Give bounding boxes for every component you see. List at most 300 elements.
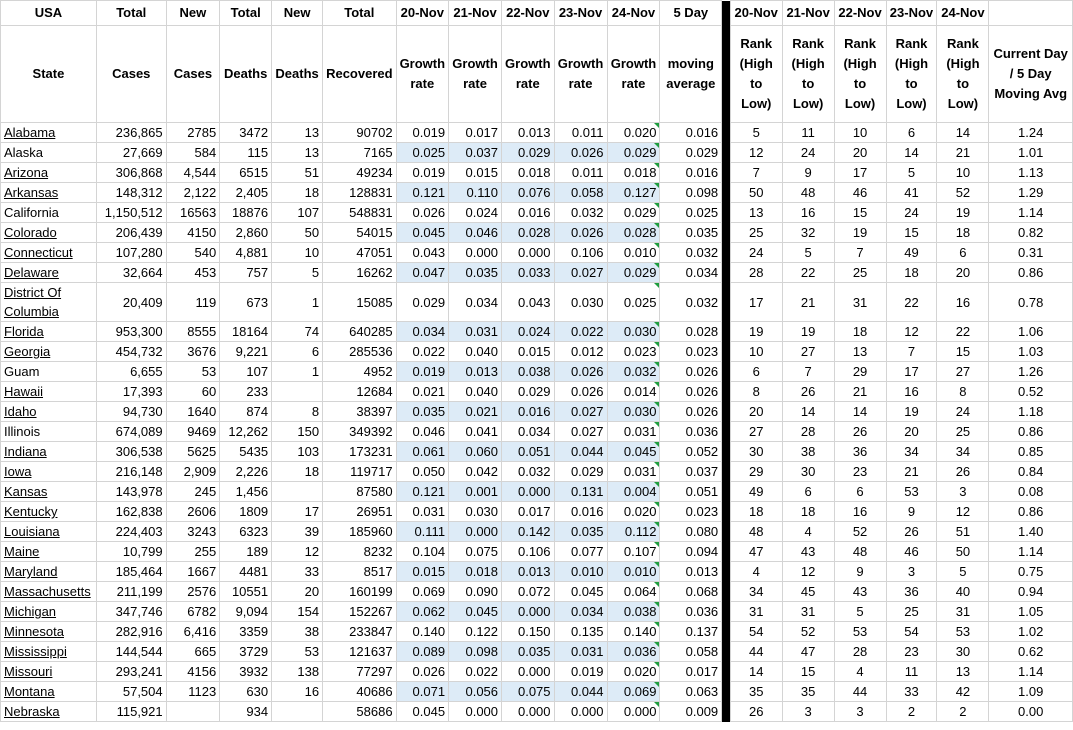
data-cell[interactable]: 9 bbox=[782, 163, 834, 183]
data-cell[interactable]: 0.020 bbox=[607, 662, 660, 682]
data-cell[interactable]: 8 bbox=[937, 382, 989, 402]
data-cell[interactable]: 0.025 bbox=[660, 203, 722, 223]
data-cell[interactable]: 51 bbox=[272, 163, 323, 183]
data-cell[interactable]: 211,199 bbox=[96, 582, 166, 602]
data-cell[interactable]: 143,978 bbox=[96, 482, 166, 502]
data-cell[interactable]: 58686 bbox=[323, 702, 396, 722]
data-cell[interactable]: 12 bbox=[886, 322, 937, 342]
data-cell[interactable]: 0.034 bbox=[502, 422, 555, 442]
data-cell[interactable]: 4,544 bbox=[166, 163, 220, 183]
data-cell[interactable]: 0.062 bbox=[396, 602, 449, 622]
header-cell[interactable]: 23-Nov bbox=[886, 1, 937, 26]
data-cell[interactable]: 31 bbox=[937, 602, 989, 622]
data-cell[interactable]: 150 bbox=[272, 422, 323, 442]
state-name-cell[interactable]: Georgia bbox=[1, 342, 97, 362]
data-cell[interactable]: 52 bbox=[937, 183, 989, 203]
data-cell[interactable]: 293,241 bbox=[96, 662, 166, 682]
data-cell[interactable]: 0.046 bbox=[449, 223, 502, 243]
data-cell[interactable]: 0.024 bbox=[502, 322, 555, 342]
data-cell[interactable]: 5 bbox=[834, 602, 886, 622]
data-cell[interactable]: 31 bbox=[782, 602, 834, 622]
data-cell[interactable]: 3676 bbox=[166, 342, 220, 362]
data-cell[interactable]: 1.40 bbox=[989, 522, 1073, 542]
data-cell[interactable]: 0.001 bbox=[449, 482, 502, 502]
data-cell[interactable]: 4,881 bbox=[220, 243, 272, 263]
data-cell[interactable]: 0.026 bbox=[660, 402, 722, 422]
data-cell[interactable]: 107,280 bbox=[96, 243, 166, 263]
data-cell[interactable]: 0.111 bbox=[396, 522, 449, 542]
data-cell[interactable]: 6 bbox=[272, 342, 323, 362]
data-cell[interactable]: 0.035 bbox=[449, 263, 502, 283]
header-cell[interactable]: Total bbox=[96, 1, 166, 26]
data-cell[interactable]: 4150 bbox=[166, 223, 220, 243]
data-cell[interactable]: 0.013 bbox=[449, 362, 502, 382]
data-cell[interactable]: 148,312 bbox=[96, 183, 166, 203]
data-cell[interactable]: 115,921 bbox=[96, 702, 166, 722]
data-cell[interactable] bbox=[166, 702, 220, 722]
data-cell[interactable]: 0.140 bbox=[396, 622, 449, 642]
data-cell[interactable]: 30 bbox=[937, 642, 989, 662]
state-name-cell[interactable]: Montana bbox=[1, 682, 97, 702]
data-cell[interactable]: 24 bbox=[730, 243, 782, 263]
data-cell[interactable]: 1.01 bbox=[989, 143, 1073, 163]
data-cell[interactable]: 53 bbox=[272, 642, 323, 662]
data-cell[interactable]: 0.058 bbox=[660, 642, 722, 662]
data-cell[interactable]: 48 bbox=[730, 522, 782, 542]
header-cell[interactable]: Rank (High to Low) bbox=[834, 26, 886, 123]
data-cell[interactable]: 0.112 bbox=[607, 522, 660, 542]
data-cell[interactable]: 10,799 bbox=[96, 542, 166, 562]
data-cell[interactable]: 453 bbox=[166, 263, 220, 283]
data-cell[interactable]: 44 bbox=[834, 682, 886, 702]
data-cell[interactable]: 42 bbox=[937, 682, 989, 702]
data-cell[interactable]: 0.52 bbox=[989, 382, 1073, 402]
data-cell[interactable]: 0.019 bbox=[396, 362, 449, 382]
header-cell[interactable]: 20-Nov bbox=[730, 1, 782, 26]
data-cell[interactable]: 7 bbox=[782, 362, 834, 382]
data-cell[interactable]: 1.02 bbox=[989, 622, 1073, 642]
data-cell[interactable]: 12 bbox=[782, 562, 834, 582]
data-cell[interactable]: 90702 bbox=[323, 123, 396, 143]
data-cell[interactable]: 0.86 bbox=[989, 263, 1073, 283]
data-cell[interactable]: 0.036 bbox=[607, 642, 660, 662]
data-cell[interactable]: 18 bbox=[834, 322, 886, 342]
data-cell[interactable]: 0.016 bbox=[660, 163, 722, 183]
data-cell[interactable]: 1123 bbox=[166, 682, 220, 702]
data-cell[interactable]: 0.040 bbox=[449, 382, 502, 402]
data-cell[interactable]: 0.000 bbox=[449, 243, 502, 263]
data-cell[interactable]: 28 bbox=[834, 642, 886, 662]
data-cell[interactable]: 25 bbox=[834, 263, 886, 283]
data-cell[interactable]: 0.034 bbox=[660, 263, 722, 283]
data-cell[interactable]: 0.000 bbox=[502, 602, 555, 622]
data-cell[interactable]: 12 bbox=[272, 542, 323, 562]
data-cell[interactable]: 0.025 bbox=[607, 283, 660, 322]
data-cell[interactable]: 15085 bbox=[323, 283, 396, 322]
data-cell[interactable]: 154 bbox=[272, 602, 323, 622]
data-cell[interactable]: 57,504 bbox=[96, 682, 166, 702]
data-cell[interactable]: 0.029 bbox=[396, 283, 449, 322]
column-divider[interactable] bbox=[722, 26, 731, 123]
data-cell[interactable]: 1.18 bbox=[989, 402, 1073, 422]
data-cell[interactable]: 0.122 bbox=[449, 622, 502, 642]
data-cell[interactable]: 8517 bbox=[323, 562, 396, 582]
data-cell[interactable]: 26 bbox=[886, 522, 937, 542]
state-name-cell[interactable]: Maine bbox=[1, 542, 97, 562]
data-cell[interactable]: 52 bbox=[782, 622, 834, 642]
data-cell[interactable]: 0.131 bbox=[554, 482, 607, 502]
data-cell[interactable]: 77297 bbox=[323, 662, 396, 682]
header-cell[interactable]: 21-Nov bbox=[782, 1, 834, 26]
data-cell[interactable]: 0.127 bbox=[607, 183, 660, 203]
data-cell[interactable]: 50 bbox=[937, 542, 989, 562]
data-cell[interactable]: 1667 bbox=[166, 562, 220, 582]
data-cell[interactable]: 14 bbox=[782, 402, 834, 422]
data-cell[interactable]: 7 bbox=[834, 243, 886, 263]
data-cell[interactable]: 216,148 bbox=[96, 462, 166, 482]
data-cell[interactable]: 119 bbox=[166, 283, 220, 322]
data-cell[interactable]: 49 bbox=[886, 243, 937, 263]
data-cell[interactable]: 4 bbox=[782, 522, 834, 542]
data-cell[interactable]: 26 bbox=[937, 462, 989, 482]
data-cell[interactable]: 11 bbox=[782, 123, 834, 143]
data-cell[interactable]: 3 bbox=[782, 702, 834, 722]
data-cell[interactable]: 31 bbox=[834, 283, 886, 322]
data-cell[interactable]: 5435 bbox=[220, 442, 272, 462]
data-cell[interactable]: 48 bbox=[834, 542, 886, 562]
data-cell[interactable]: 0.029 bbox=[607, 203, 660, 223]
data-cell[interactable]: 34 bbox=[730, 582, 782, 602]
header-cell[interactable]: 21-Nov bbox=[449, 1, 502, 26]
data-cell[interactable]: 0.098 bbox=[660, 183, 722, 203]
data-cell[interactable]: 0.028 bbox=[660, 322, 722, 342]
data-cell[interactable]: 185,464 bbox=[96, 562, 166, 582]
data-cell[interactable]: 0.043 bbox=[396, 243, 449, 263]
data-cell[interactable]: 9 bbox=[834, 562, 886, 582]
data-cell[interactable]: 0.035 bbox=[660, 223, 722, 243]
data-cell[interactable]: 19 bbox=[937, 203, 989, 223]
data-cell[interactable]: 19 bbox=[834, 223, 886, 243]
data-cell[interactable]: 0.043 bbox=[502, 283, 555, 322]
data-cell[interactable]: 3359 bbox=[220, 622, 272, 642]
data-cell[interactable]: 32,664 bbox=[96, 263, 166, 283]
state-name-cell[interactable]: District Of Columbia bbox=[1, 283, 97, 322]
data-cell[interactable]: 0.044 bbox=[554, 682, 607, 702]
data-cell[interactable]: 1.26 bbox=[989, 362, 1073, 382]
data-cell[interactable]: 12 bbox=[937, 502, 989, 522]
state-name-cell[interactable]: Missouri bbox=[1, 662, 97, 682]
data-cell[interactable]: 0.051 bbox=[660, 482, 722, 502]
data-cell[interactable]: 285536 bbox=[323, 342, 396, 362]
data-cell[interactable]: 0.075 bbox=[502, 682, 555, 702]
data-cell[interactable]: 0.041 bbox=[449, 422, 502, 442]
state-name-cell[interactable]: Kansas bbox=[1, 482, 97, 502]
data-cell[interactable]: 12 bbox=[730, 143, 782, 163]
data-cell[interactable]: 13 bbox=[730, 203, 782, 223]
data-cell[interactable]: 33 bbox=[886, 682, 937, 702]
data-cell[interactable]: 1.24 bbox=[989, 123, 1073, 143]
data-cell[interactable]: 53 bbox=[886, 482, 937, 502]
data-cell[interactable]: 0.029 bbox=[502, 143, 555, 163]
data-cell[interactable]: 1.29 bbox=[989, 183, 1073, 203]
data-cell[interactable]: 28 bbox=[730, 263, 782, 283]
data-cell[interactable]: 0.78 bbox=[989, 283, 1073, 322]
data-cell[interactable]: 3932 bbox=[220, 662, 272, 682]
data-cell[interactable]: 0.052 bbox=[660, 442, 722, 462]
data-cell[interactable]: 0.011 bbox=[554, 163, 607, 183]
data-cell[interactable]: 21 bbox=[834, 382, 886, 402]
data-cell[interactable]: 0.022 bbox=[449, 662, 502, 682]
data-cell[interactable]: 0.098 bbox=[449, 642, 502, 662]
data-cell[interactable]: 40 bbox=[937, 582, 989, 602]
data-cell[interactable]: 15 bbox=[782, 662, 834, 682]
state-name-cell[interactable]: Hawaii bbox=[1, 382, 97, 402]
header-cell[interactable]: Growth rate bbox=[502, 26, 555, 123]
data-cell[interactable]: 6323 bbox=[220, 522, 272, 542]
data-cell[interactable]: 17 bbox=[834, 163, 886, 183]
data-cell[interactable]: 224,403 bbox=[96, 522, 166, 542]
header-cell[interactable] bbox=[989, 1, 1073, 26]
data-cell[interactable]: 306,868 bbox=[96, 163, 166, 183]
header-cell[interactable]: 22-Nov bbox=[502, 1, 555, 26]
data-cell[interactable]: 29 bbox=[730, 462, 782, 482]
data-cell[interactable]: 540 bbox=[166, 243, 220, 263]
header-cell[interactable]: Deaths bbox=[272, 26, 323, 123]
data-cell[interactable]: 0.022 bbox=[396, 342, 449, 362]
data-cell[interactable]: 0.045 bbox=[554, 582, 607, 602]
data-cell[interactable]: 0.030 bbox=[607, 402, 660, 422]
data-cell[interactable]: 0.142 bbox=[502, 522, 555, 542]
data-cell[interactable]: 22 bbox=[937, 322, 989, 342]
data-cell[interactable]: 103 bbox=[272, 442, 323, 462]
data-cell[interactable]: 39 bbox=[272, 522, 323, 542]
data-cell[interactable]: 282,916 bbox=[96, 622, 166, 642]
data-cell[interactable]: 0.034 bbox=[554, 602, 607, 622]
data-cell[interactable]: 15 bbox=[886, 223, 937, 243]
data-cell[interactable]: 16 bbox=[782, 203, 834, 223]
data-cell[interactable]: 0.077 bbox=[554, 542, 607, 562]
state-name-cell[interactable]: Florida bbox=[1, 322, 97, 342]
data-cell[interactable]: 0.022 bbox=[554, 322, 607, 342]
data-cell[interactable]: 0.029 bbox=[554, 462, 607, 482]
data-cell[interactable]: 2606 bbox=[166, 502, 220, 522]
data-cell[interactable]: 87580 bbox=[323, 482, 396, 502]
data-cell[interactable]: 18 bbox=[272, 183, 323, 203]
header-cell[interactable]: Rank (High to Low) bbox=[886, 26, 937, 123]
data-cell[interactable]: 36 bbox=[886, 582, 937, 602]
data-cell[interactable]: 0.025 bbox=[396, 143, 449, 163]
state-name-cell[interactable]: California bbox=[1, 203, 97, 223]
data-cell[interactable]: 43 bbox=[782, 542, 834, 562]
data-cell[interactable]: 0.023 bbox=[660, 342, 722, 362]
data-cell[interactable]: 30 bbox=[730, 442, 782, 462]
data-cell[interactable]: 20 bbox=[834, 143, 886, 163]
data-cell[interactable]: 548831 bbox=[323, 203, 396, 223]
data-cell[interactable]: 5 bbox=[730, 123, 782, 143]
data-cell[interactable]: 16 bbox=[834, 502, 886, 522]
data-cell[interactable]: 19 bbox=[730, 322, 782, 342]
data-cell[interactable] bbox=[272, 382, 323, 402]
data-cell[interactable]: 128831 bbox=[323, 183, 396, 203]
data-cell[interactable]: 4156 bbox=[166, 662, 220, 682]
header-cell[interactable]: Rank (High to Low) bbox=[782, 26, 834, 123]
data-cell[interactable]: 0.037 bbox=[660, 462, 722, 482]
data-cell[interactable]: 29 bbox=[834, 362, 886, 382]
data-cell[interactable]: 0.026 bbox=[554, 223, 607, 243]
data-cell[interactable]: 54015 bbox=[323, 223, 396, 243]
header-cell[interactable]: 20-Nov bbox=[396, 1, 449, 26]
data-cell[interactable]: 6 bbox=[782, 482, 834, 502]
data-cell[interactable]: 2,122 bbox=[166, 183, 220, 203]
state-name-cell[interactable]: Michigan bbox=[1, 602, 97, 622]
data-cell[interactable]: 0.106 bbox=[502, 542, 555, 562]
data-cell[interactable]: 0.000 bbox=[502, 482, 555, 502]
data-cell[interactable]: 1.14 bbox=[989, 542, 1073, 562]
data-cell[interactable]: 674,089 bbox=[96, 422, 166, 442]
data-cell[interactable]: 1 bbox=[272, 362, 323, 382]
header-cell[interactable]: Deaths bbox=[220, 26, 272, 123]
data-cell[interactable]: 13 bbox=[272, 123, 323, 143]
data-cell[interactable]: 0.029 bbox=[607, 143, 660, 163]
data-cell[interactable]: 74 bbox=[272, 322, 323, 342]
data-cell[interactable]: 0.032 bbox=[660, 283, 722, 322]
data-cell[interactable]: 46 bbox=[834, 183, 886, 203]
data-cell[interactable]: 0.051 bbox=[502, 442, 555, 462]
data-cell[interactable]: 0.072 bbox=[502, 582, 555, 602]
data-cell[interactable]: 41 bbox=[886, 183, 937, 203]
data-cell[interactable]: 0.012 bbox=[554, 342, 607, 362]
data-cell[interactable]: 0.069 bbox=[396, 582, 449, 602]
data-cell[interactable]: 13 bbox=[834, 342, 886, 362]
data-cell[interactable]: 138 bbox=[272, 662, 323, 682]
data-cell[interactable]: 32 bbox=[782, 223, 834, 243]
data-cell[interactable]: 0.026 bbox=[554, 382, 607, 402]
data-cell[interactable]: 0.000 bbox=[449, 522, 502, 542]
header-cell[interactable]: Total bbox=[323, 1, 396, 26]
data-cell[interactable]: 12684 bbox=[323, 382, 396, 402]
data-cell[interactable]: 14 bbox=[937, 123, 989, 143]
data-cell[interactable]: 1,150,512 bbox=[96, 203, 166, 223]
data-cell[interactable]: 20 bbox=[886, 422, 937, 442]
state-name-cell[interactable]: Illinois bbox=[1, 422, 97, 442]
data-cell[interactable]: 3 bbox=[937, 482, 989, 502]
data-cell[interactable]: 1 bbox=[272, 283, 323, 322]
data-cell[interactable]: 18 bbox=[886, 263, 937, 283]
data-cell[interactable]: 3 bbox=[834, 702, 886, 722]
data-cell[interactable]: 162,838 bbox=[96, 502, 166, 522]
data-cell[interactable]: 0.023 bbox=[607, 342, 660, 362]
data-cell[interactable]: 9,094 bbox=[220, 602, 272, 622]
data-cell[interactable]: 0.121 bbox=[396, 183, 449, 203]
data-cell[interactable]: 49234 bbox=[323, 163, 396, 183]
data-cell[interactable]: 0.010 bbox=[554, 562, 607, 582]
data-cell[interactable]: 0.015 bbox=[502, 342, 555, 362]
data-cell[interactable]: 0.75 bbox=[989, 562, 1073, 582]
data-cell[interactable]: 50 bbox=[730, 183, 782, 203]
data-cell[interactable]: 0.017 bbox=[449, 123, 502, 143]
data-cell[interactable]: 16563 bbox=[166, 203, 220, 223]
state-name-cell[interactable]: Massachusetts bbox=[1, 582, 97, 602]
state-name-cell[interactable]: Louisiana bbox=[1, 522, 97, 542]
header-cell[interactable]: State bbox=[1, 26, 97, 123]
data-cell[interactable]: 0.045 bbox=[449, 602, 502, 622]
data-cell[interactable]: 54 bbox=[730, 622, 782, 642]
data-cell[interactable]: 6 bbox=[937, 243, 989, 263]
data-cell[interactable]: 14 bbox=[730, 662, 782, 682]
data-cell[interactable]: 31 bbox=[730, 602, 782, 622]
header-cell[interactable]: Recovered bbox=[323, 26, 396, 123]
data-cell[interactable]: 26 bbox=[834, 422, 886, 442]
data-cell[interactable]: 0.032 bbox=[660, 243, 722, 263]
data-cell[interactable]: 0.020 bbox=[607, 123, 660, 143]
data-cell[interactable]: 119717 bbox=[323, 462, 396, 482]
data-cell[interactable]: 0.015 bbox=[396, 562, 449, 582]
data-cell[interactable]: 0.137 bbox=[660, 622, 722, 642]
header-cell[interactable]: Current Day / 5 Day Moving Avg bbox=[989, 26, 1073, 123]
data-cell[interactable]: 53 bbox=[834, 622, 886, 642]
data-cell[interactable]: 0.063 bbox=[660, 682, 722, 702]
data-cell[interactable]: 0.040 bbox=[449, 342, 502, 362]
data-cell[interactable]: 10551 bbox=[220, 582, 272, 602]
data-cell[interactable]: 0.013 bbox=[502, 562, 555, 582]
state-name-cell[interactable]: Delaware bbox=[1, 263, 97, 283]
data-cell[interactable]: 2,909 bbox=[166, 462, 220, 482]
data-cell[interactable]: 454,732 bbox=[96, 342, 166, 362]
data-cell[interactable]: 0.038 bbox=[502, 362, 555, 382]
data-cell[interactable]: 0.018 bbox=[449, 562, 502, 582]
data-cell[interactable]: 233 bbox=[220, 382, 272, 402]
data-cell[interactable]: 0.94 bbox=[989, 582, 1073, 602]
data-cell[interactable]: 0.031 bbox=[396, 502, 449, 522]
data-cell[interactable]: 0.106 bbox=[554, 243, 607, 263]
data-cell[interactable]: 0.089 bbox=[396, 642, 449, 662]
data-cell[interactable]: 22 bbox=[886, 283, 937, 322]
column-divider[interactable] bbox=[722, 1, 731, 26]
data-cell[interactable]: 2,405 bbox=[220, 183, 272, 203]
header-cell[interactable]: Cases bbox=[96, 26, 166, 123]
data-cell[interactable]: 51 bbox=[937, 522, 989, 542]
data-cell[interactable]: 16 bbox=[886, 382, 937, 402]
data-cell[interactable]: 0.019 bbox=[554, 662, 607, 682]
header-cell[interactable]: 5 Day bbox=[660, 1, 722, 26]
data-cell[interactable]: 20 bbox=[937, 263, 989, 283]
data-cell[interactable]: 38397 bbox=[323, 402, 396, 422]
header-cell[interactable]: New bbox=[272, 1, 323, 26]
data-cell[interactable]: 0.034 bbox=[396, 322, 449, 342]
data-cell[interactable]: 8555 bbox=[166, 322, 220, 342]
data-cell[interactable]: 27 bbox=[937, 362, 989, 382]
data-cell[interactable]: 0.035 bbox=[554, 522, 607, 542]
data-cell[interactable]: 35 bbox=[782, 682, 834, 702]
data-cell[interactable]: 0.033 bbox=[502, 263, 555, 283]
data-cell[interactable]: 0.036 bbox=[660, 602, 722, 622]
data-cell[interactable]: 18876 bbox=[220, 203, 272, 223]
data-cell[interactable]: 0.021 bbox=[396, 382, 449, 402]
data-cell[interactable]: 15 bbox=[834, 203, 886, 223]
data-cell[interactable]: 48 bbox=[782, 183, 834, 203]
data-cell[interactable]: 26 bbox=[730, 702, 782, 722]
data-cell[interactable]: 9469 bbox=[166, 422, 220, 442]
data-cell[interactable]: 16 bbox=[272, 682, 323, 702]
data-cell[interactable]: 11 bbox=[886, 662, 937, 682]
data-cell[interactable]: 236,865 bbox=[96, 123, 166, 143]
data-cell[interactable]: 2785 bbox=[166, 123, 220, 143]
data-cell[interactable]: 1.14 bbox=[989, 662, 1073, 682]
data-cell[interactable]: 0.028 bbox=[502, 223, 555, 243]
data-cell[interactable]: 49 bbox=[730, 482, 782, 502]
data-cell[interactable]: 6782 bbox=[166, 602, 220, 622]
data-cell[interactable]: 640285 bbox=[323, 322, 396, 342]
